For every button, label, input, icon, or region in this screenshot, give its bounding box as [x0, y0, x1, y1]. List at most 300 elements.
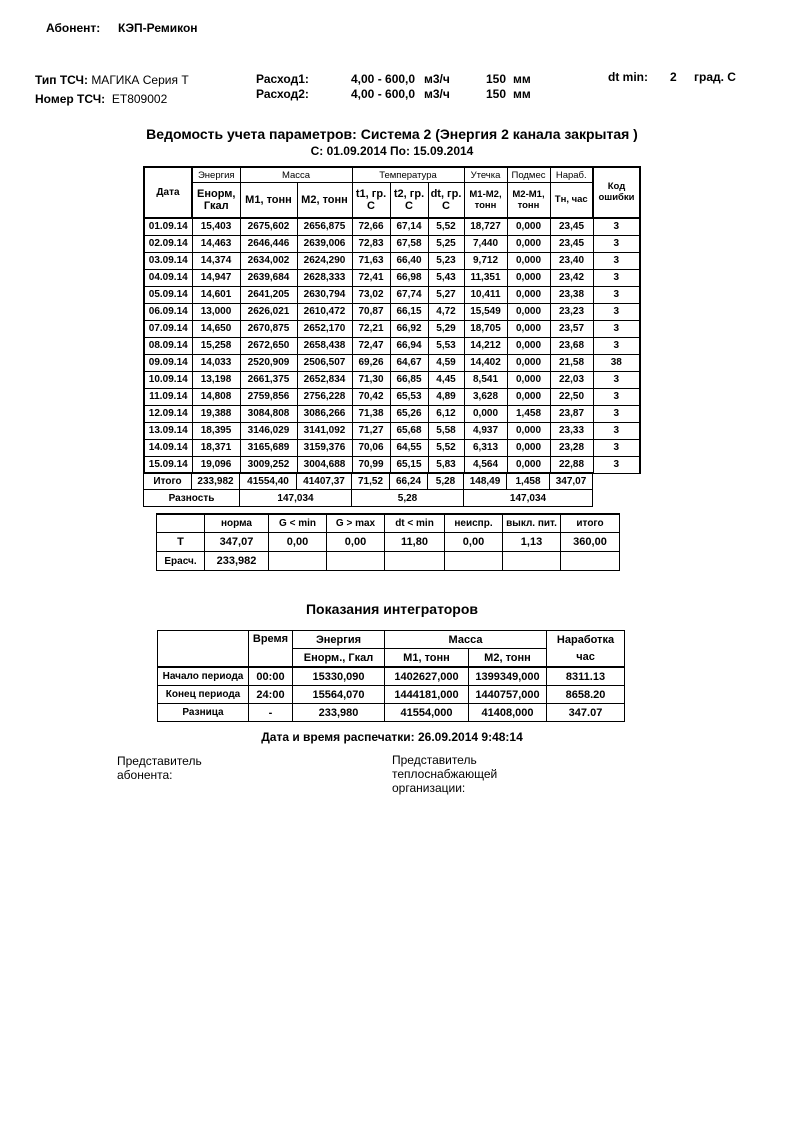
diff-dt: 5,28	[352, 490, 464, 507]
cell-leak: 10,411	[464, 286, 507, 303]
cell-dt: 5,23	[428, 252, 464, 269]
diff-leak: 147,034	[464, 490, 593, 507]
cell-leak: 14,402	[464, 354, 507, 371]
rep-subscriber-line: Представитель	[117, 754, 202, 768]
summary-head-total: итого	[561, 514, 620, 533]
rep-supplier-line: организации:	[392, 781, 466, 795]
cell-error-code: 3	[593, 269, 640, 286]
cell-m2: 2652,834	[297, 371, 352, 388]
cell-runtime: 23,33	[550, 422, 593, 439]
tsch-number	[35, 92, 167, 106]
integrators-table	[157, 630, 625, 722]
summary-e-value: 233,982	[205, 552, 269, 571]
integ-head-m2: М2, тонн	[469, 649, 547, 668]
cell-makeup: 0,000	[507, 439, 550, 456]
integ-head-enorm: Енорм., Гкал	[293, 649, 385, 668]
integ-head-time: Время	[249, 631, 293, 668]
cell-leak: 4,564	[464, 456, 507, 473]
cell-error-code: 3	[593, 235, 640, 252]
parameters-table	[143, 166, 641, 474]
daily-row	[144, 337, 640, 354]
integ-row-m1: 41554,000	[385, 704, 469, 722]
total-runtime: 347,07	[550, 473, 593, 490]
col-m2: М2, тонн	[297, 183, 352, 218]
integ-corner	[158, 631, 249, 668]
cell-dt: 6,12	[428, 405, 464, 422]
diff-row	[144, 490, 593, 507]
group-runtime: Нараб.	[550, 167, 593, 183]
cell-error-code: 38	[593, 354, 640, 371]
group-mass: Масса	[240, 167, 352, 183]
cell-date: 03.09.14	[144, 252, 192, 269]
integ-row-runtime: 8311.13	[547, 667, 625, 686]
cell-m1: 2646,446	[240, 235, 297, 252]
cell-leak: 18,727	[464, 218, 507, 236]
cell-m1: 3009,252	[240, 456, 297, 473]
cell-t1: 71,38	[352, 405, 390, 422]
col-m1m2: М1-М2, тонн	[464, 183, 507, 218]
cell-leak: 0,000	[464, 405, 507, 422]
summary-e-label: Ерасч.	[157, 552, 205, 571]
cell-error-code: 3	[593, 371, 640, 388]
cell-error-code: 3	[593, 405, 640, 422]
dtmin-value: 2	[670, 70, 677, 84]
cell-m2: 2630,794	[297, 286, 352, 303]
total-t2: 66,24	[390, 473, 428, 490]
daily-row	[144, 218, 640, 236]
cell-m2: 2624,290	[297, 252, 352, 269]
summary-t-dtmin: 11,80	[385, 533, 445, 552]
cell-error-code: 3	[593, 303, 640, 320]
cell-t1: 71,27	[352, 422, 390, 439]
cell-makeup: 0,000	[507, 286, 550, 303]
cell-makeup: 0,000	[507, 456, 550, 473]
cell-t2: 66,15	[390, 303, 428, 320]
col-t2: t2, гр. С	[390, 183, 428, 218]
cell-makeup: 0,000	[507, 303, 550, 320]
daily-row	[144, 303, 640, 320]
cell-m1: 2661,375	[240, 371, 297, 388]
cell-runtime: 21,58	[550, 354, 593, 371]
cell-makeup: 0,000	[507, 388, 550, 405]
cell-m2: 2652,170	[297, 320, 352, 337]
cell-date: 14.09.14	[144, 439, 192, 456]
col-error-code: Код ошибки	[593, 167, 640, 218]
integ-row-time: 24:00	[249, 686, 293, 704]
cell-leak: 6,313	[464, 439, 507, 456]
integ-row-runtime: 347.07	[547, 704, 625, 722]
cell-dt: 5,83	[428, 456, 464, 473]
cell-m1: 2639,684	[240, 269, 297, 286]
col-enorm: Енорм, Гкал	[192, 183, 240, 218]
cell-t2: 65,15	[390, 456, 428, 473]
cell-date: 15.09.14	[144, 456, 192, 473]
cell-t1: 70,99	[352, 456, 390, 473]
integ-row-time: 00:00	[249, 667, 293, 686]
cell-m2: 2658,438	[297, 337, 352, 354]
integ-row-m1: 1444181,000	[385, 686, 469, 704]
cell-m1: 2641,205	[240, 286, 297, 303]
daily-row	[144, 405, 640, 422]
cell-t2: 66,98	[390, 269, 428, 286]
cell-dt: 4,72	[428, 303, 464, 320]
cell-makeup: 0,000	[507, 371, 550, 388]
cell-enorm: 13,198	[192, 371, 240, 388]
daily-row	[144, 286, 640, 303]
integ-row-time: -	[249, 704, 293, 722]
cell-date: 13.09.14	[144, 422, 192, 439]
cell-runtime: 23,45	[550, 218, 593, 236]
cell-m1: 2670,875	[240, 320, 297, 337]
cell-enorm: 18,371	[192, 439, 240, 456]
cell-enorm: 15,403	[192, 218, 240, 236]
integ-row-m2: 1440757,000	[469, 686, 547, 704]
daily-row	[144, 320, 640, 337]
empty-cell	[269, 552, 327, 571]
flow1-dn-unit: мм	[513, 72, 531, 86]
cell-runtime: 23,45	[550, 235, 593, 252]
integrators-title: Показания интеграторов	[305, 601, 479, 617]
cell-m1: 3084,808	[240, 405, 297, 422]
tsch-number-label: Номер ТСЧ:	[35, 92, 106, 106]
daily-row	[144, 371, 640, 388]
cell-runtime: 23,68	[550, 337, 593, 354]
cell-error-code: 3	[593, 320, 640, 337]
cell-error-code: 3	[593, 218, 640, 236]
flow2-unit: м3/ч	[424, 87, 450, 101]
cell-leak: 4,937	[464, 422, 507, 439]
cell-m2: 3159,376	[297, 439, 352, 456]
cell-t2: 64,67	[390, 354, 428, 371]
summary-t-total: 360,00	[561, 533, 620, 552]
integ-head-runtime: Наработка	[547, 631, 625, 649]
tsch-number-value: ET809002	[111, 92, 168, 106]
summary-t-poweroff: 1,13	[503, 533, 561, 552]
integ-row-label: Разница	[158, 704, 249, 722]
cell-t2: 66,92	[390, 320, 428, 337]
cell-t2: 67,14	[390, 218, 428, 236]
report-title: Ведомость учета параметров: Система 2 (Энергия 2 канала закрытая )	[146, 126, 638, 142]
cell-m2: 3004,688	[297, 456, 352, 473]
cell-runtime: 23,40	[550, 252, 593, 269]
tsch-type	[35, 73, 189, 87]
empty-cell	[327, 552, 385, 571]
daily-row	[144, 456, 640, 473]
cell-date: 01.09.14	[144, 218, 192, 236]
cell-leak: 18,705	[464, 320, 507, 337]
cell-error-code: 3	[593, 337, 640, 354]
cell-dt: 5,25	[428, 235, 464, 252]
cell-dt: 5,58	[428, 422, 464, 439]
cell-runtime: 23,42	[550, 269, 593, 286]
cell-leak: 9,712	[464, 252, 507, 269]
rep-supplier-line: теплоснабжающей	[392, 767, 498, 781]
cell-dt: 5,52	[428, 439, 464, 456]
cell-enorm: 18,395	[192, 422, 240, 439]
cell-t1: 70,42	[352, 388, 390, 405]
cell-error-code: 3	[593, 456, 640, 473]
summary-t-label: Т	[157, 533, 205, 552]
report-period: С: 01.09.2014 По: 15.09.2014	[310, 144, 474, 158]
total-t1: 71,52	[352, 473, 390, 490]
group-leak: Утечка	[464, 167, 507, 183]
daily-row	[144, 269, 640, 286]
cell-t1: 72,21	[352, 320, 390, 337]
total-leak: 148,49	[464, 473, 507, 490]
summary-head-norm: норма	[205, 514, 269, 533]
cell-m2: 2656,875	[297, 218, 352, 236]
cell-t2: 64,55	[390, 439, 428, 456]
cell-t1: 71,30	[352, 371, 390, 388]
dtmin-unit: град. С	[694, 70, 736, 84]
print-datetime: Дата и время распечатки: 26.09.2014 9:48:14	[261, 730, 523, 744]
cell-m2: 2610,472	[297, 303, 352, 320]
flow1-range: 4,00 - 600,0	[351, 72, 416, 86]
empty-cell	[445, 552, 503, 571]
cell-date: 02.09.14	[144, 235, 192, 252]
cell-m1: 2634,002	[240, 252, 297, 269]
cell-enorm: 14,463	[192, 235, 240, 252]
flow2-label: Расход2:	[256, 87, 309, 101]
cell-date: 09.09.14	[144, 354, 192, 371]
daily-row	[144, 439, 640, 456]
integ-head-mass: Масса	[385, 631, 547, 649]
cell-makeup: 0,000	[507, 320, 550, 337]
cell-date: 06.09.14	[144, 303, 192, 320]
cell-makeup: 0,000	[507, 235, 550, 252]
cell-t1: 71,63	[352, 252, 390, 269]
integ-row-m2: 41408,000	[469, 704, 547, 722]
col-dt: dt, гр. С	[428, 183, 464, 218]
flow2-dn-unit: мм	[513, 87, 531, 101]
summary-t-norm: 347,07	[205, 533, 269, 552]
total-dt: 5,28	[428, 473, 464, 490]
cell-enorm: 14,947	[192, 269, 240, 286]
cell-enorm: 14,601	[192, 286, 240, 303]
empty-cell	[385, 552, 445, 571]
cell-enorm: 14,650	[192, 320, 240, 337]
cell-t1: 72,47	[352, 337, 390, 354]
cell-dt: 5,29	[428, 320, 464, 337]
cell-error-code: 3	[593, 388, 640, 405]
cell-enorm: 13,000	[192, 303, 240, 320]
col-date: Дата	[144, 167, 192, 218]
cell-dt: 5,27	[428, 286, 464, 303]
empty-cell	[503, 552, 561, 571]
summary-t-gmin: 0,00	[269, 533, 327, 552]
cell-enorm: 14,374	[192, 252, 240, 269]
cell-t2: 65,26	[390, 405, 428, 422]
integ-row-energy: 15330,090	[293, 667, 385, 686]
group-makeup: Подмес	[507, 167, 550, 183]
cell-t2: 67,74	[390, 286, 428, 303]
daily-row	[144, 252, 640, 269]
cell-m1: 2672,650	[240, 337, 297, 354]
cell-runtime: 22,03	[550, 371, 593, 388]
summary-t-fault: 0,00	[445, 533, 503, 552]
daily-row	[144, 422, 640, 439]
cell-runtime: 23,23	[550, 303, 593, 320]
cell-enorm: 15,258	[192, 337, 240, 354]
cell-dt: 4,59	[428, 354, 464, 371]
flow2-range: 4,00 - 600,0	[351, 87, 416, 101]
flow1-label: Расход1:	[256, 72, 309, 86]
cell-makeup: 0,000	[507, 354, 550, 371]
cell-error-code: 3	[593, 439, 640, 456]
cell-t2: 67,58	[390, 235, 428, 252]
cell-t2: 66,85	[390, 371, 428, 388]
totals-table	[143, 472, 593, 507]
cell-m2: 2628,333	[297, 269, 352, 286]
cell-leak: 3,628	[464, 388, 507, 405]
diff-mass: 147,034	[240, 490, 352, 507]
daily-row	[144, 388, 640, 405]
cell-t1: 70,87	[352, 303, 390, 320]
integ-row	[158, 704, 625, 722]
integ-row-energy: 15564,070	[293, 686, 385, 704]
subscriber-name: КЭП-Ремикон	[118, 21, 198, 35]
rep-subscriber	[117, 754, 202, 782]
summary-t-gmax: 0,00	[327, 533, 385, 552]
col-m2m1: М2-М1, тонн	[507, 183, 550, 218]
rep-subscriber-line: абонента:	[117, 768, 173, 782]
cell-date: 05.09.14	[144, 286, 192, 303]
cell-runtime: 23,38	[550, 286, 593, 303]
total-m2: 41407,37	[297, 473, 352, 490]
cell-date: 10.09.14	[144, 371, 192, 388]
cell-t1: 72,41	[352, 269, 390, 286]
cell-enorm: 19,096	[192, 456, 240, 473]
rep-supplier-line: Представитель	[392, 753, 477, 767]
tsch-type-value: МАГИКА Серия Т	[91, 73, 189, 87]
cell-date: 08.09.14	[144, 337, 192, 354]
totals-label: Итого	[144, 473, 192, 490]
cell-date: 12.09.14	[144, 405, 192, 422]
flow1-dn: 150	[486, 72, 507, 86]
cell-m2: 2756,228	[297, 388, 352, 405]
summary-head-gmax: G > max	[327, 514, 385, 533]
cell-t2: 65,53	[390, 388, 428, 405]
total-makeup: 1,458	[507, 473, 550, 490]
subscriber-label: Абонент:	[46, 21, 101, 35]
integ-head-energy: Энергия	[293, 631, 385, 649]
cell-makeup: 1,458	[507, 405, 550, 422]
cell-m2: 2639,006	[297, 235, 352, 252]
cell-m2: 2506,507	[297, 354, 352, 371]
cell-t1: 73,02	[352, 286, 390, 303]
cell-m1: 2626,021	[240, 303, 297, 320]
cell-runtime: 22,88	[550, 456, 593, 473]
cell-runtime: 23,87	[550, 405, 593, 422]
cell-m1: 2759,856	[240, 388, 297, 405]
cell-date: 07.09.14	[144, 320, 192, 337]
cell-error-code: 3	[593, 422, 640, 439]
cell-t1: 72,83	[352, 235, 390, 252]
summary-head-dtmin: dt < min	[385, 514, 445, 533]
integ-head-m1: М1, тонн	[385, 649, 469, 668]
cell-dt: 5,53	[428, 337, 464, 354]
summary-corner	[157, 514, 205, 533]
group-energy: Энергия	[192, 167, 240, 183]
integ-row-energy: 233,980	[293, 704, 385, 722]
cell-dt: 5,52	[428, 218, 464, 236]
cell-enorm: 19,388	[192, 405, 240, 422]
cell-t1: 72,66	[352, 218, 390, 236]
diff-label: Разность	[144, 490, 240, 507]
summary-head-poweroff: выкл. пит.	[503, 514, 561, 533]
cell-error-code: 3	[593, 286, 640, 303]
flow2-dn: 150	[486, 87, 507, 101]
cell-runtime: 23,57	[550, 320, 593, 337]
cell-leak: 14,212	[464, 337, 507, 354]
integ-row-runtime: 8658.20	[547, 686, 625, 704]
cell-date: 04.09.14	[144, 269, 192, 286]
integ-row-m1: 1402627,000	[385, 667, 469, 686]
cell-leak: 11,351	[464, 269, 507, 286]
total-enorm: 233,982	[192, 473, 240, 490]
summary-head-gmin: G < min	[269, 514, 327, 533]
daily-row	[144, 354, 640, 371]
cell-dt: 4,89	[428, 388, 464, 405]
cell-m2: 3141,092	[297, 422, 352, 439]
group-temperature: Температура	[352, 167, 464, 183]
cell-runtime: 23,28	[550, 439, 593, 456]
cell-date: 11.09.14	[144, 388, 192, 405]
integ-row	[158, 686, 625, 704]
dtmin-label: dt min:	[608, 70, 648, 84]
cell-enorm: 14,033	[192, 354, 240, 371]
cell-enorm: 14,808	[192, 388, 240, 405]
cell-makeup: 0,000	[507, 252, 550, 269]
summary-head-fault: неиспр.	[445, 514, 503, 533]
col-m1: М1, тонн	[240, 183, 297, 218]
cell-m1: 2520,909	[240, 354, 297, 371]
total-m1: 41554,40	[240, 473, 297, 490]
cell-dt: 5,43	[428, 269, 464, 286]
summary-table	[156, 513, 620, 571]
rep-supplier	[392, 753, 497, 795]
cell-t2: 65,68	[390, 422, 428, 439]
cell-makeup: 0,000	[507, 218, 550, 236]
cell-m2: 3086,266	[297, 405, 352, 422]
cell-error-code: 3	[593, 252, 640, 269]
cell-t2: 66,40	[390, 252, 428, 269]
cell-leak: 15,549	[464, 303, 507, 320]
cell-t1: 70,06	[352, 439, 390, 456]
cell-m1: 3165,689	[240, 439, 297, 456]
cell-leak: 7,440	[464, 235, 507, 252]
flow1-unit: м3/ч	[424, 72, 450, 86]
empty-cell	[561, 552, 620, 571]
totals-row	[144, 473, 593, 490]
cell-runtime: 22,50	[550, 388, 593, 405]
cell-t2: 66,94	[390, 337, 428, 354]
integ-row-label: Конец периода	[158, 686, 249, 704]
integ-row-m2: 1399349,000	[469, 667, 547, 686]
cell-makeup: 0,000	[507, 422, 550, 439]
daily-row	[144, 235, 640, 252]
cell-leak: 8,541	[464, 371, 507, 388]
cell-dt: 4,45	[428, 371, 464, 388]
tsch-type-label: Тип ТСЧ:	[35, 73, 88, 87]
cell-m1: 3146,029	[240, 422, 297, 439]
integ-row-label: Начало периода	[158, 667, 249, 686]
integ-head-hour: час	[547, 649, 625, 668]
cell-m1: 2675,602	[240, 218, 297, 236]
cell-makeup: 0,000	[507, 269, 550, 286]
col-t1: t1, гр. С	[352, 183, 390, 218]
integ-row	[158, 667, 625, 686]
